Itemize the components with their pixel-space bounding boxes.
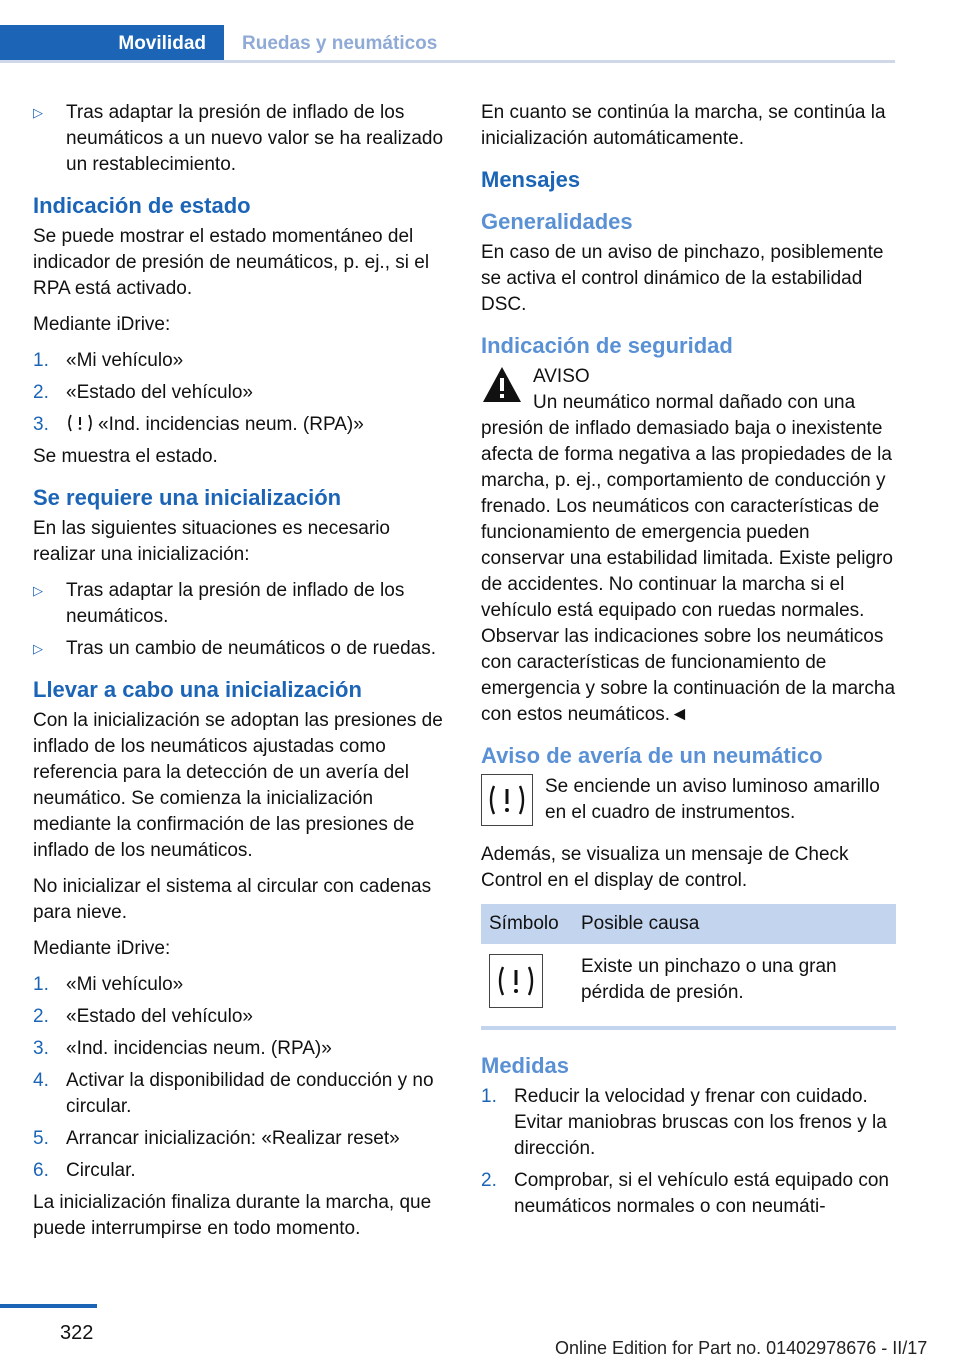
table-row — [481, 944, 896, 1026]
footer-divider — [0, 1304, 97, 1308]
heading-generalidades: Generalidades — [481, 209, 633, 234]
heading-aviso-averia: Aviso de avería de un neumático — [481, 743, 823, 768]
heading-medidas: Medidas — [481, 1053, 570, 1078]
warning-triangle-icon — [481, 364, 523, 406]
heading-llevar-inicializacion: Llevar a cabo una inicialización — [33, 677, 362, 702]
list-item: ▷ Tras un cambio de neumáticos o de ruedas. — [33, 636, 448, 662]
steps-list — [33, 972, 448, 1184]
table-bottom-rule — [481, 1026, 896, 1030]
paragraph: No inicializar el sistema al circular con cadenas para nieve. — [33, 876, 432, 923]
list-item: 5. Arrancar inicialización: «Realizar reset» — [33, 1128, 400, 1149]
warning-text: Un neumático normal dañado con una presión de inflado demasiado baja o inexistente afecta de forma negativa a las propiedades de la marcha, p. ej., comportamiento de conducción y frenado. Los neumáticos con características de funcionamiento de emergencia pueden conservar una estabilidad limitada. Existe peligro de accidentes. No continuar la marcha si el vehículo está equipado con ruedas normales. Observar las indicaciones sobre los neumáticos con características de funcionamiento de emergencia y sobre la continuación de la marcha con estos neumáticos.◄ — [481, 392, 896, 725]
list-item: 2. «Estado del vehículo» — [33, 382, 253, 403]
paragraph: Se enciende un aviso luminoso amarillo en el cuadro de instrumentos. — [545, 776, 880, 823]
left-column — [33, 100, 448, 1252]
table-cell-causa: Existe un pinchazo o una gran pérdida de presión. — [581, 956, 837, 1003]
paragraph: Con la inicialización se adoptan las presiones de inflado de los neumáticos ajustadas como referencia para la detección de un avería del neumático. Se comienza la inicialización mediante la confirmación de las presiones de inflado de los neumáticos. — [33, 710, 443, 861]
averia-block — [481, 774, 896, 830]
list-item: 6. Circular. — [33, 1160, 136, 1181]
bullet-list — [33, 100, 448, 178]
edition-note: Online Edition for Part no. 01402978676 - II/17 — [555, 1338, 928, 1358]
list-item: 1. «Mi vehículo» — [33, 350, 184, 371]
list-item: ▷ Tras adaptar la presión de inflado de los neumáticos a un nuevo valor se ha realizado un restablecimiento. — [33, 102, 444, 175]
tire-warning-lamp-icon — [489, 954, 543, 1008]
table-header-simbolo: Símbolo — [481, 904, 573, 944]
section-tab-ruedas: Ruedas y neumáticos — [242, 33, 438, 54]
paragraph: Se muestra el estado. — [33, 446, 218, 467]
list-item: 3. «Ind. incidencias neum. (RPA)» — [33, 1038, 332, 1059]
triangle-bullet-icon: ▷ — [33, 583, 43, 598]
paragraph: Se puede mostrar el estado momentáneo del indicador de presión de neumáticos, p. ej., si el RPA está activado. — [33, 226, 430, 299]
warning-label: AVISO — [533, 366, 590, 387]
list-item: 2. «Estado del vehículo» — [33, 1006, 253, 1027]
page-number: 322 — [60, 1322, 94, 1344]
list-item: 2. Comprobar, si el vehículo está equipado con neumáticos normales o con neumáti- — [481, 1170, 889, 1217]
list-item: 3. «Ind. incidencias neum. (RPA)» — [33, 414, 364, 435]
warning-block — [481, 364, 896, 728]
paragraph: En cuanto se continúa la marcha, se continúa la inicialización automáticamente. — [481, 102, 886, 149]
page-header — [0, 0, 895, 62]
paragraph: Mediante iDrive: — [33, 938, 171, 959]
bullet-list — [33, 578, 448, 662]
heading-indicacion-estado: Indicación de estado — [33, 193, 251, 218]
paragraph: Mediante iDrive: — [33, 314, 171, 335]
section-tab-movilidad: Movilidad — [0, 25, 224, 63]
triangle-bullet-icon: ▷ — [33, 105, 43, 120]
list-item: 4. Activar la disponibilidad de conducción y no circular. — [33, 1070, 434, 1117]
list-item: 1. Reducir la velocidad y frenar con cuidado. Evitar maniobras bruscas con los frenos y la dirección. — [481, 1086, 887, 1159]
header-divider — [0, 60, 895, 63]
right-column — [481, 100, 896, 1226]
tire-warning-lamp-icon — [481, 774, 533, 826]
heading-requiere-inicializacion: Se requiere una inicialización — [33, 485, 342, 510]
paragraph: En caso de un aviso de pinchazo, posiblemente se activa el control dinámico de la estabilidad DSC. — [481, 242, 884, 315]
list-item: 1. «Mi vehículo» — [33, 974, 184, 995]
steps-list — [481, 1084, 896, 1220]
table-header-causa: Posible causa — [573, 904, 896, 944]
paragraph: Además, se visualiza un mensaje de Check Control en el display de control. — [481, 844, 849, 891]
steps-list — [33, 348, 448, 438]
list-item: ▷ Tras adaptar la presión de inflado de los neumáticos. — [33, 580, 405, 627]
triangle-bullet-icon: ▷ — [33, 641, 43, 656]
paragraph: En las siguientes situaciones es necesario realizar una inicialización: — [33, 518, 390, 565]
paragraph: La inicialización finaliza durante la marcha, que puede interrumpirse en todo momento. — [33, 1192, 432, 1239]
heading-indicacion-seguridad: Indicación de seguridad — [481, 333, 733, 358]
tire-pressure-icon — [66, 413, 94, 433]
heading-mensajes: Mensajes — [481, 167, 581, 192]
symbol-table — [481, 904, 896, 1026]
